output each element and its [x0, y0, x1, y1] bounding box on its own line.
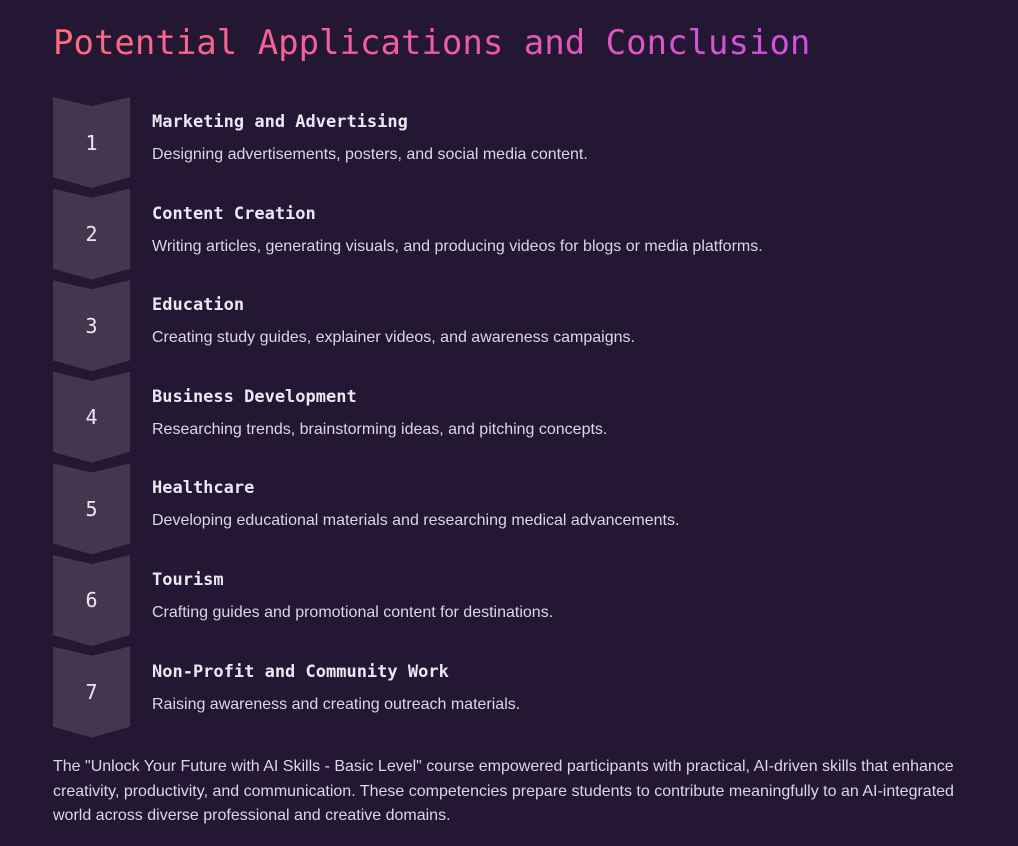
step-number: 3: [85, 313, 98, 338]
page-title: Potential Applications and Conclusion: [53, 20, 810, 66]
step-description: Researching trends, brainstorming ideas, and pitching concepts.: [152, 420, 608, 438]
step-title: Tourism: [152, 569, 224, 590]
step-description: Writing articles, generating visuals, and producing videos for blogs or media platforms.: [152, 237, 763, 255]
step-number: 4: [85, 405, 98, 430]
list-item: [53, 372, 973, 464]
list-item: [53, 647, 973, 739]
step-title: Content Creation: [152, 203, 316, 224]
step-description: Designing advertisements, posters, and social media content.: [152, 146, 588, 163]
step-number: 2: [85, 222, 98, 247]
conclusion-paragraph: The "Unlock Your Future with AI Skills - Basic Level" course empowered participants with practical, AI-driven skills that enhance creativity, productivity, and communication. These competencies prepare students to contribute meaningfully to an AI-integrated world across diverse professional and creative domains.: [53, 758, 954, 824]
list-item: [53, 280, 973, 372]
step-number: 7: [85, 680, 98, 705]
list-item: [53, 189, 973, 281]
step-title: Education: [152, 295, 245, 316]
step-title: Marketing and Advertising: [152, 112, 408, 132]
step-description: Creating study guides, explainer videos, and awareness campaigns.: [152, 329, 635, 347]
step-title: Business Development: [152, 386, 357, 407]
applications-list: [53, 97, 973, 738]
list-item: [53, 555, 973, 647]
list-item: [53, 463, 973, 555]
step-title: Healthcare: [152, 478, 255, 499]
step-number: 6: [85, 588, 98, 613]
step-title: Non-Profit and Community Work: [152, 661, 449, 682]
step-description: Raising awareness and creating outreach materials.: [152, 695, 521, 713]
step-number: 5: [85, 496, 98, 521]
step-description: Crafting guides and promotional content for destinations.: [152, 603, 554, 621]
step-description: Developing educational materials and researching medical advancements.: [152, 512, 680, 530]
step-number: 1: [85, 130, 98, 155]
list-item: [53, 97, 973, 189]
